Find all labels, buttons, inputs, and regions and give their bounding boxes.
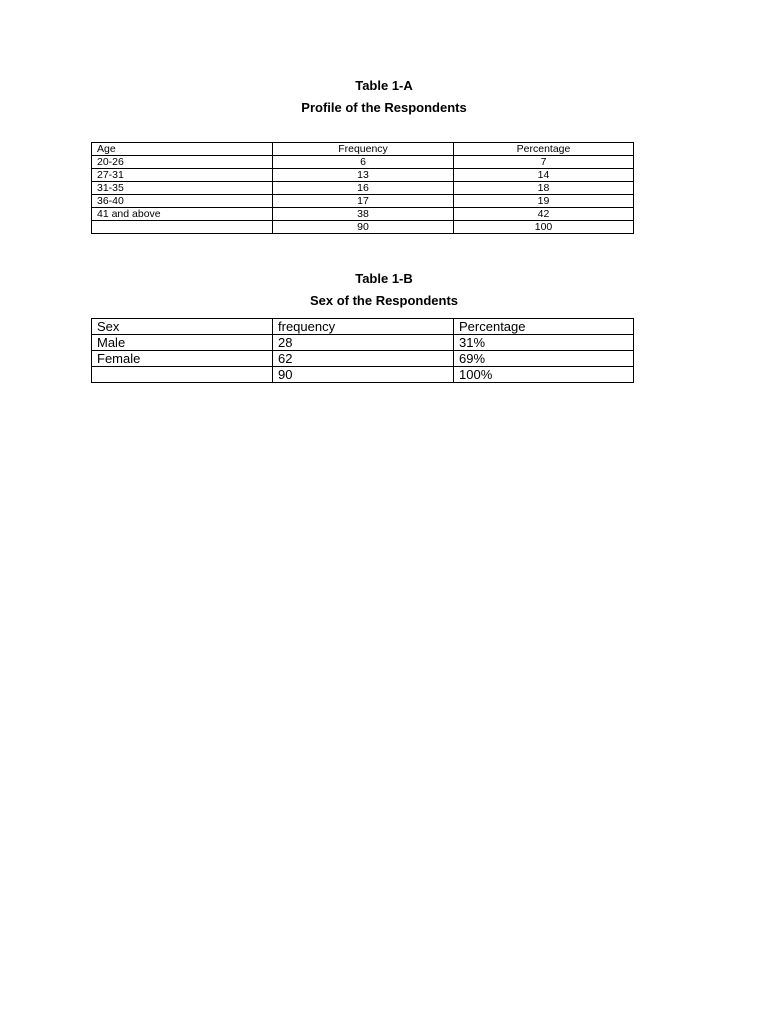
percentage-total-cell: 100% xyxy=(454,367,634,383)
age-cell: 36-40 xyxy=(92,195,273,208)
percentage-total-cell: 100 xyxy=(454,221,634,234)
table-header-row xyxy=(92,319,634,335)
frequency-cell: 28 xyxy=(273,335,454,351)
percentage-cell: 7 xyxy=(454,156,634,169)
table-row xyxy=(92,169,634,182)
sex-cell: Male xyxy=(92,335,273,351)
respondent-sex-table xyxy=(91,318,634,383)
table-row xyxy=(92,182,634,195)
age-cell xyxy=(92,221,273,234)
percentage-cell: 69% xyxy=(454,351,634,367)
age-cell: 27-31 xyxy=(92,169,273,182)
table-row xyxy=(92,208,634,221)
frequency-total-cell: 90 xyxy=(273,367,454,383)
table-header-row xyxy=(92,143,634,156)
table-row xyxy=(92,195,634,208)
table-total-row xyxy=(92,367,634,383)
table-row xyxy=(92,335,634,351)
sex-cell xyxy=(92,367,273,383)
table-1a-subtitle: Profile of the Respondents xyxy=(301,100,467,115)
age-cell: 31-35 xyxy=(92,182,273,195)
header-cell-percentage: Percentage xyxy=(454,143,634,156)
age-cell: 41 and above xyxy=(92,208,273,221)
frequency-cell: 17 xyxy=(273,195,454,208)
frequency-cell: 38 xyxy=(273,208,454,221)
frequency-cell: 13 xyxy=(273,169,454,182)
header-cell-age: Age xyxy=(92,143,273,156)
frequency-cell: 6 xyxy=(273,156,454,169)
table-1b-subtitle: Sex of the Respondents xyxy=(309,293,459,308)
respondent-age-table xyxy=(91,142,634,234)
table-1b-caption: Table 1-B xyxy=(355,271,413,286)
percentage-cell: 18 xyxy=(454,182,634,195)
age-cell: 20-26 xyxy=(92,156,273,169)
frequency-cell: 16 xyxy=(273,182,454,195)
percentage-cell: 14 xyxy=(454,169,634,182)
table-row xyxy=(92,156,634,169)
frequency-cell: 62 xyxy=(273,351,454,367)
table-row xyxy=(92,351,634,367)
percentage-cell: 42 xyxy=(454,208,634,221)
frequency-total-cell: 90 xyxy=(273,221,454,234)
header-cell-sex: Sex xyxy=(92,319,273,335)
sex-cell: Female xyxy=(92,351,273,367)
table-total-row xyxy=(92,221,634,234)
header-cell-percentage: Percentage xyxy=(454,319,634,335)
header-cell-frequency: Frequency xyxy=(273,143,454,156)
percentage-cell: 19 xyxy=(454,195,634,208)
percentage-cell: 31% xyxy=(454,335,634,351)
header-cell-frequency: frequency xyxy=(273,319,454,335)
table-1a-caption: Table 1-A xyxy=(355,78,413,93)
